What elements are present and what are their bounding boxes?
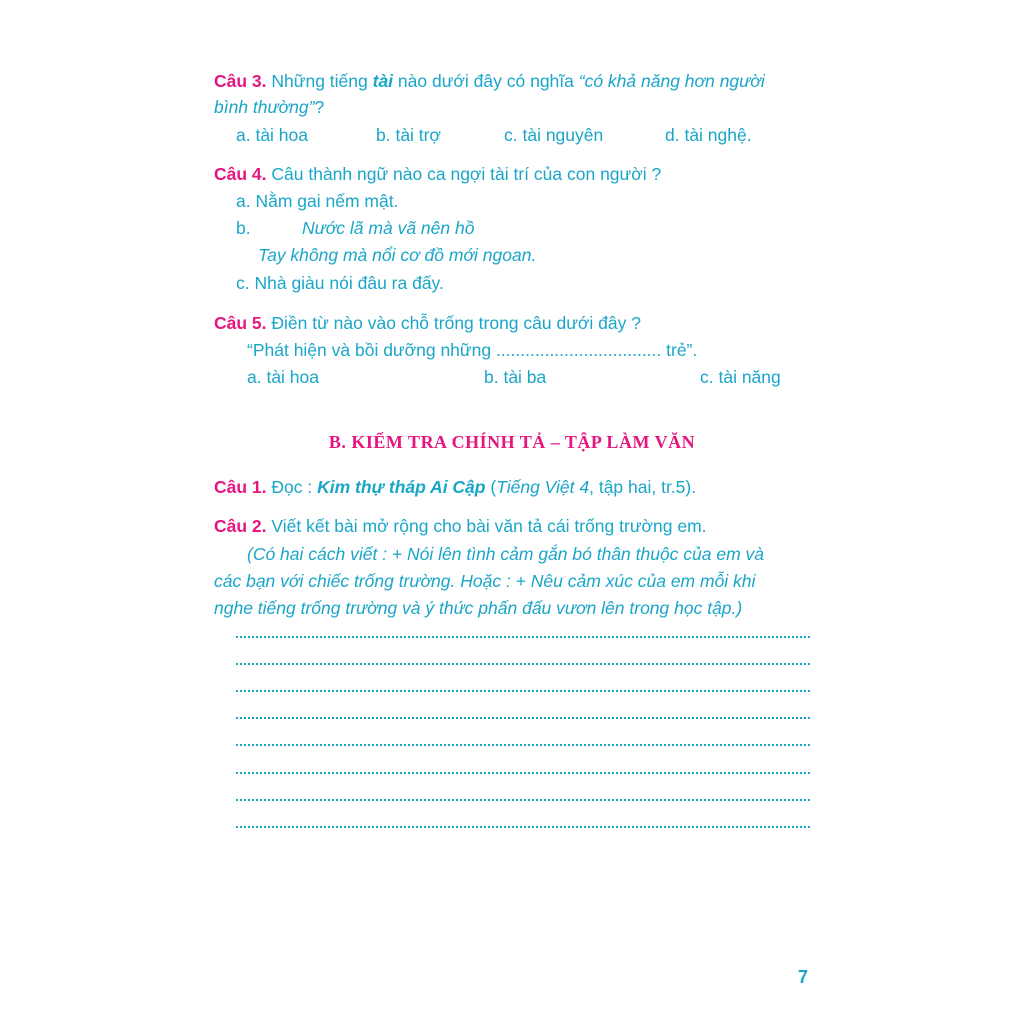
b1-text-pre: Đọc : bbox=[266, 477, 318, 497]
q3-keyword: tài bbox=[372, 71, 394, 91]
b1-title: Kim thự tháp Ai Cập bbox=[317, 477, 486, 497]
b2-line-1 bbox=[214, 515, 707, 537]
b1-source-rest: , tập hai, tr.5). bbox=[589, 477, 697, 497]
b2-hint-1: (Có hai cách viết : + Nói lên tình cảm gắn bó thân thuộc của em và bbox=[247, 544, 765, 564]
q5-option-a: a. tài hoa bbox=[247, 367, 319, 387]
b1-paren-open: ( bbox=[485, 477, 497, 497]
q3-option-d: d. tài nghệ. bbox=[665, 125, 752, 145]
section-b-heading: B. KIỂM TRA CHÍNH TẢ – TẬP LÀM VĂN bbox=[328, 432, 696, 452]
q3-line-1 bbox=[214, 70, 765, 92]
q5-label: Câu 5. bbox=[214, 313, 267, 333]
q5-text: Điền từ nào vào chỗ trống trong câu dưới đây ? bbox=[266, 313, 641, 333]
b2-label: Câu 2. bbox=[214, 516, 267, 536]
b2-text: Viết kết bài mở rộng cho bài văn tả cái trống trường em. bbox=[266, 516, 707, 536]
q3-quote-2: bình thường” bbox=[214, 97, 315, 117]
q3-text-pre: Những tiếng bbox=[266, 71, 373, 91]
b1-label: Câu 1. bbox=[214, 477, 267, 497]
q4-option-b-label: b. bbox=[236, 218, 251, 238]
b2-hint-2: các bạn với chiếc trống trường. Hoặc : + Nêu cảm xúc của em mỗi khi bbox=[214, 571, 756, 591]
answer-line[interactable] bbox=[236, 799, 810, 801]
answer-line[interactable] bbox=[236, 826, 810, 828]
b2-hint-3: nghe tiếng trống trường và ý thức phấn đấu vươn lên trong học tập.) bbox=[214, 598, 743, 618]
q3-quote-1: “có khả năng hơn người bbox=[578, 71, 765, 91]
q5-line-1 bbox=[214, 312, 641, 334]
answer-line[interactable] bbox=[236, 636, 810, 638]
answer-line[interactable] bbox=[236, 772, 810, 774]
b1-source: Tiếng Việt 4 bbox=[496, 477, 590, 497]
answer-line[interactable] bbox=[236, 663, 810, 665]
answer-line[interactable] bbox=[236, 717, 810, 719]
q5-option-c: c. tài năng bbox=[700, 367, 781, 387]
q4-text: Câu thành ngữ nào ca ngợi tài trí của con người ? bbox=[266, 164, 662, 184]
q3-option-c: c. tài nguyên bbox=[504, 125, 604, 145]
q4-option-c: c. Nhà giàu nói đâu ra đấy. bbox=[236, 273, 444, 293]
q4-option-a: a. Nằm gai nếm mật. bbox=[236, 191, 399, 211]
q4-option-b-line-1: Nước lã mà vã nên hồ bbox=[302, 218, 475, 238]
q4-line-1 bbox=[214, 163, 661, 185]
q5-sentence: “Phát hiện và bồi dưỡng những .................................. trẻ”. bbox=[247, 340, 698, 360]
b1-line bbox=[214, 476, 696, 498]
q3-option-b: b. tài trợ bbox=[376, 125, 441, 145]
q4-option-b-line-2: Tay không mà nổi cơ đồ mới ngoan. bbox=[258, 245, 537, 265]
q3-label: Câu 3. bbox=[214, 71, 267, 91]
q3-line-2 bbox=[214, 96, 324, 118]
page-number: 7 bbox=[798, 967, 809, 987]
q3-qmark: ? bbox=[314, 97, 325, 117]
q5-option-b: b. tài ba bbox=[484, 367, 547, 387]
answer-line[interactable] bbox=[236, 690, 810, 692]
answer-line[interactable] bbox=[236, 744, 810, 746]
q3-option-a: a. tài hoa bbox=[236, 125, 308, 145]
q3-text-mid: nào dưới đây có nghĩa bbox=[393, 71, 579, 91]
q4-label: Câu 4. bbox=[214, 164, 267, 184]
